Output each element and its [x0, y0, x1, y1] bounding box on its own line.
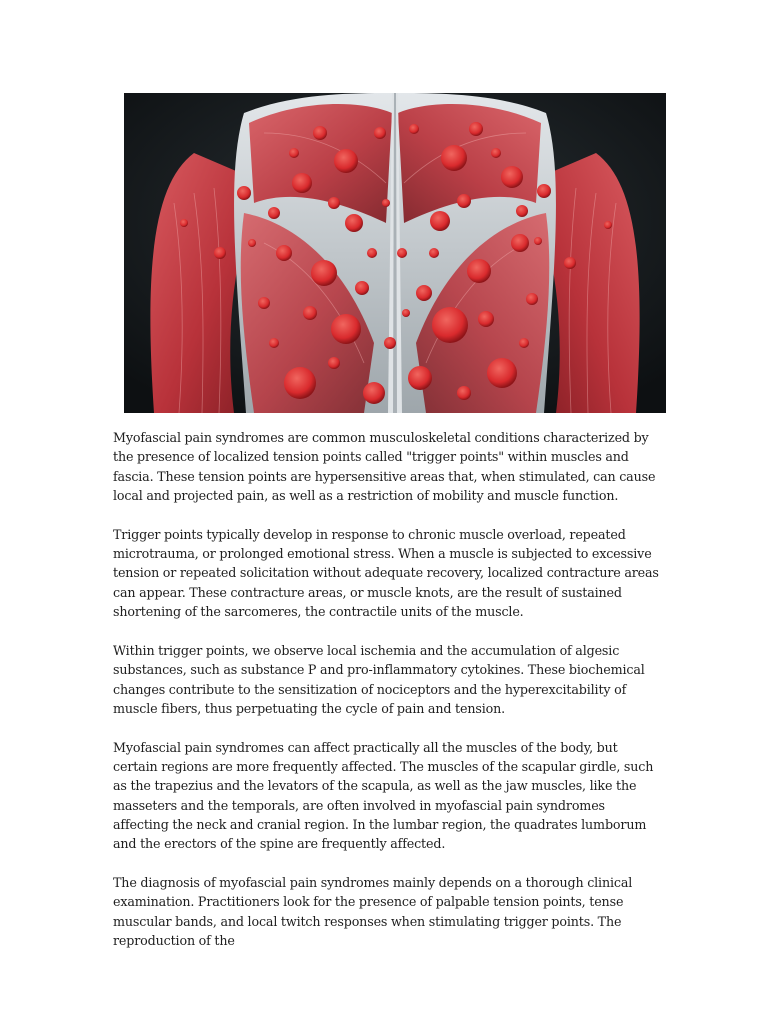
paragraph-4: Myofascial pain syndromes can affect practically all the muscles of the body, but certain regions are more frequently affected. The muscles of the scapular girdle, such as the trapezius and the levators of the scapula, as well as the jaw muscles, like the masseters and the temporals, are often involved in myofascial pain syndromes affecting the neck and cranial region. In the lumbar region, the quadrates lumborum and the erectors of the spine are frequently affected.	[113, 739, 654, 852]
back-muscles-with-trigger-points-icon	[124, 93, 666, 413]
anatomy-illustration	[124, 93, 666, 413]
paragraph-5: The diagnosis of myofascial pain syndromes mainly depends on a thorough clinical examination. Practitioners look for the presence of palpable tension points, tense muscular bands, and local twitch responses when stimulating trigger points. The reproduction of the	[113, 875, 633, 949]
article-body	[113, 428, 661, 970]
paragraph-2: Trigger points typically develop in response to chronic muscle overload, repeated microtrauma, or prolonged emotional stress. When a muscle is subjected to excessive tension or repeated solicitation without adequate recovery, localized contracture areas can appear. These contracture areas, or muscle knots, are the result of sustained shortening of the sarcomeres, the contractile units of the muscle.	[113, 526, 659, 620]
paragraph-3: Within trigger points, we observe local ischemia and the accumulation of algesic substances, such as substance P and pro-inflammatory cytokines. These biochemical changes contribute to the sensitization of nociceptors and the hyperexcitability of muscle fibers, thus perpetuating the cycle of pain and tension.	[113, 642, 645, 716]
paragraph-1: Myofascial pain syndromes are common musculoskeletal conditions characterized by the presence of localized tension points called "trigger points" within muscles and fascia. These tension points are hypersensitive areas that, when stimulated, can cause local and projected pain, as well as a restriction of mobility and muscle function.	[113, 430, 656, 504]
